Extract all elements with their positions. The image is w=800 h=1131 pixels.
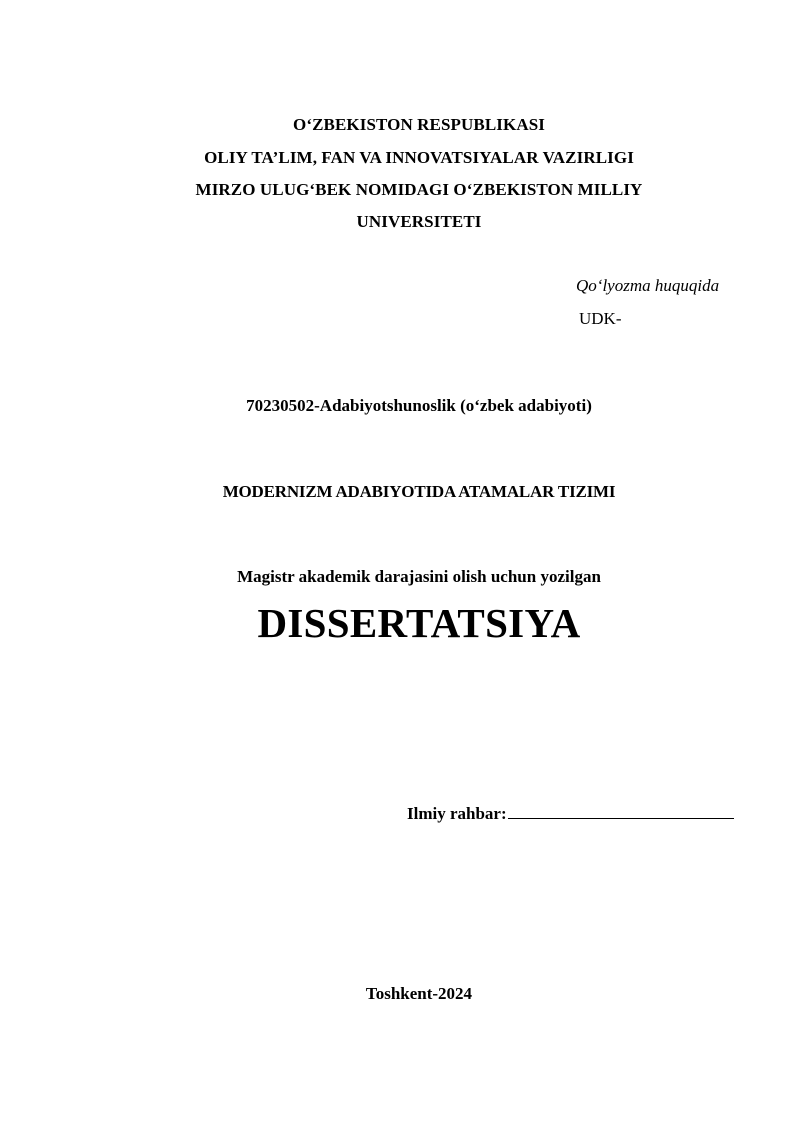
- degree-purpose: Magistr akademik darajasini olish uchun yozilgan: [237, 567, 601, 586]
- ministry-heading: OLIY TA’LIM, FAN VA INNOVATSIYALAR VAZIRLIGI: [204, 148, 634, 167]
- place-and-year: Toshkent-2024: [365, 984, 473, 1003]
- udk-label: UDK-: [579, 309, 622, 328]
- specialty-code: 70230502-Adabiyotshunoslik (o‘zbek adabiyoti): [246, 396, 592, 415]
- university-heading-line1: MIRZO ULUG‘BEK NOMIDAGI O‘ZBEKISTON MILLIY: [195, 180, 643, 199]
- university-heading-line2: UNIVERSITETI: [356, 212, 482, 231]
- advisor-signature-line: [508, 801, 734, 819]
- document-type-title: DISSERTATSIYA: [257, 600, 581, 646]
- country-heading: O‘ZBEKISTON RESPUBLIKASI: [293, 115, 545, 134]
- scientific-advisor: [407, 801, 734, 824]
- dissertation-topic: MODERNIZM ADABIYOTIDA ATAMALAR TIZIMI: [222, 482, 616, 501]
- advisor-label: Ilmiy rahbar:: [407, 804, 507, 823]
- manuscript-rights-note: Qo‘lyozma huquqida: [576, 276, 720, 295]
